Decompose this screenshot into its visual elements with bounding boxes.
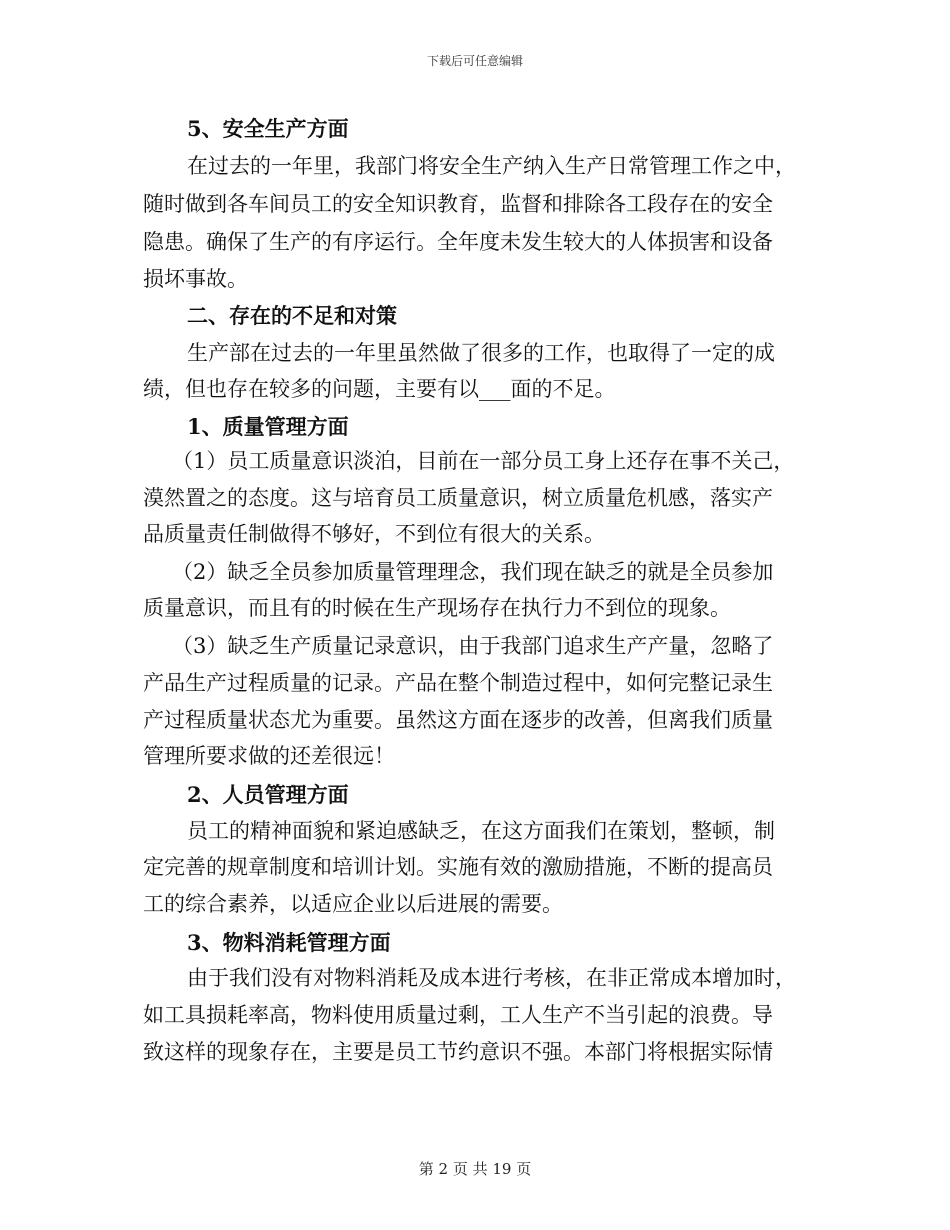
paragraph-line: 漠然置之的态度。这与培育员工质量意识，树立质量危机感，落实产	[143, 486, 773, 510]
page-number-footer: 第 2 页 共 19 页	[418, 1160, 532, 1178]
paragraph-line: 在过去的一年里，我部门将安全生产纳入生产日常管理工作之中，	[187, 154, 796, 178]
paragraph-line: 隐患。确保了生产的有序运行。全年度未发生较大的人体损害和设备	[143, 230, 773, 254]
paragraph-line: （1）员工质量意识淡泊，目前在一部分员工身上还存在事不关己，	[172, 449, 795, 473]
paragraph-line: 由于我们没有对物料消耗及成本进行考核，在非正常成本增加时，	[187, 966, 796, 990]
section-heading: 1、质量管理方面	[187, 414, 349, 439]
paragraph-line: 绩，但也存在较多的问题，主要有以___面的不足。	[143, 377, 616, 401]
paragraph-line: （2）缺乏全员参加质量管理理念，我们现在缺乏的就是全员参加	[172, 560, 774, 584]
section-heading: 二、存在的不足和对策	[187, 303, 397, 328]
paragraph-line: 产品生产过程质量的记录。产品在整个制造过程中，如何完整记录生	[143, 671, 773, 695]
section-heading: 5、安全生产方面	[187, 116, 349, 141]
paragraph-line: 工的综合素养，以适应企业以后进展的需要。	[143, 892, 563, 916]
paragraph-line: 管理所要求做的还差很远！	[143, 744, 395, 768]
paragraph-line: 员工的精神面貌和紧迫感缺乏，在这方面我们在策划，整顿，制	[187, 819, 775, 843]
paragraph-line: 生产部在过去的一年里虽然做了很多的工作，也取得了一定的成	[187, 341, 775, 365]
paragraph-line: 定完善的规章制度和培训计划。实施有效的激励措施，不断的提高员	[143, 855, 773, 879]
paragraph-line: 损坏事故。	[143, 267, 248, 291]
paragraph-line: 致这样的现象存在，主要是员工节约意识不强。本部门将根据实际情	[143, 1040, 773, 1064]
paragraph-line: 品质量责任制做得不够好，不到位有很大的关系。	[143, 522, 605, 546]
section-heading: 3、物料消耗管理方面	[187, 930, 391, 955]
section-heading: 2、人员管理方面	[187, 782, 349, 807]
paragraph-line: 质量意识，而且有的时候在生产现场存在执行力不到位的现象。	[143, 596, 731, 620]
paragraph-line: （3）缺乏生产质量记录意识，由于我部门追求生产产量，忽略了	[172, 634, 774, 658]
page-header-note: 下载后可任意编辑	[426, 54, 523, 68]
paragraph-line: 随时做到各车间员工的安全知识教育，监督和排除各工段存在的安全	[143, 192, 773, 216]
paragraph-line: 产过程质量状态尤为重要。虽然这方面在逐步的改善，但离我们质量	[143, 708, 773, 732]
paragraph-line: 如工具损耗率高，物料使用质量过剩，工人生产不当引起的浪费。导	[143, 1003, 773, 1027]
